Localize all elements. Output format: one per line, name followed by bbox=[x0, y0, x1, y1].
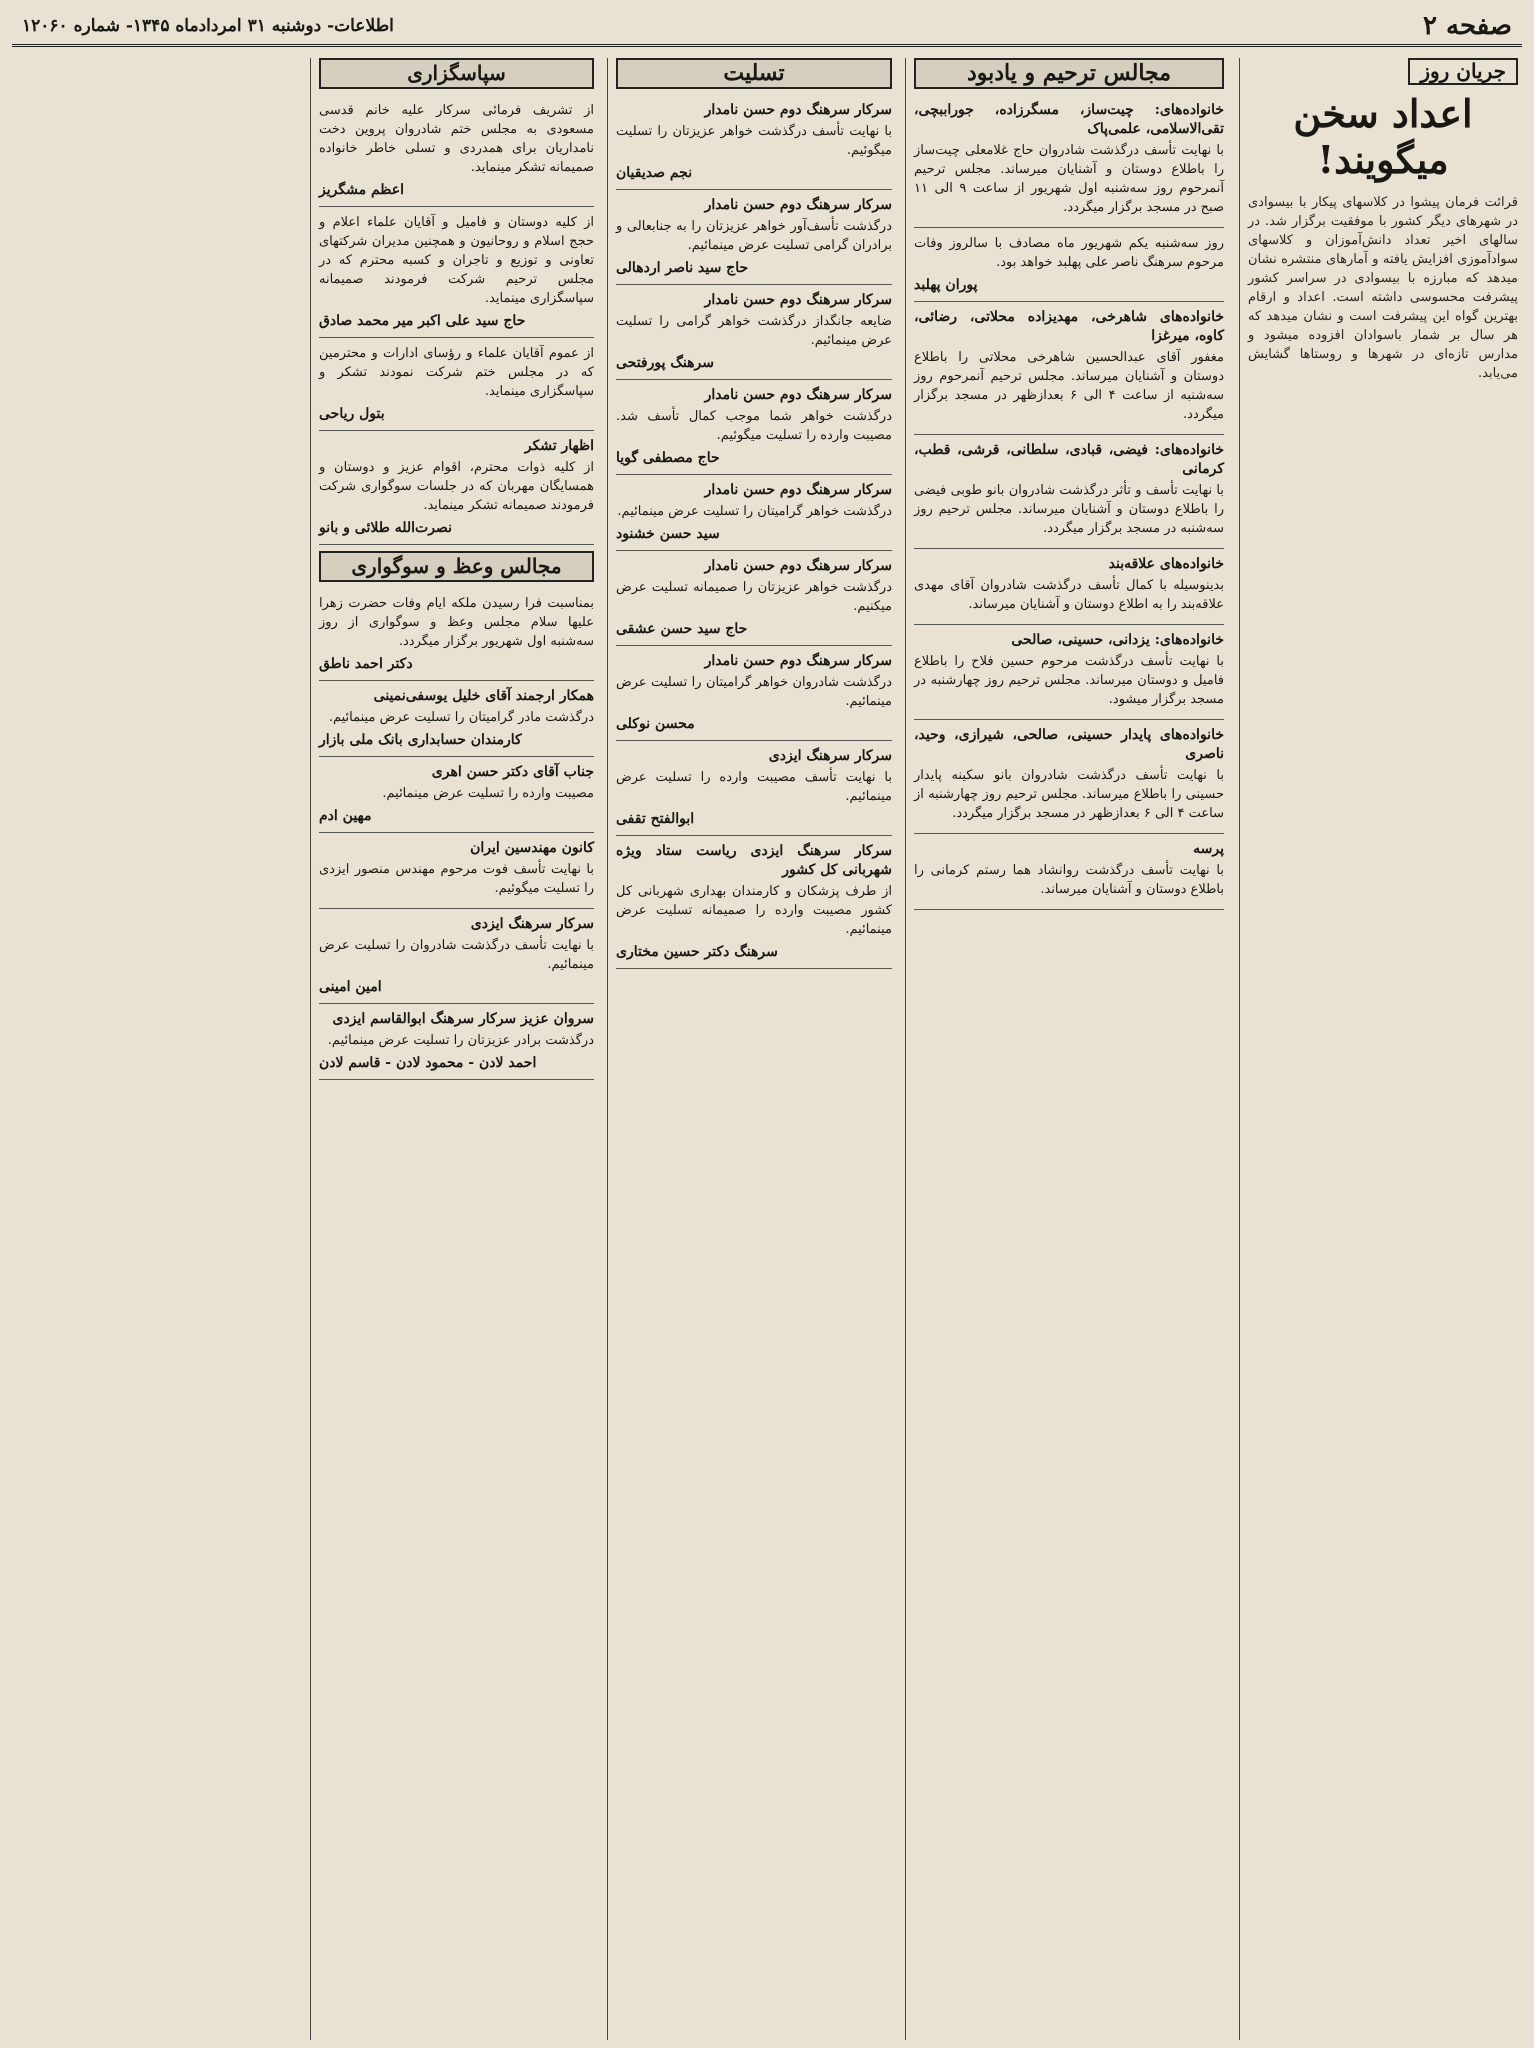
notice-signature: کارمندان حسابداری بانک ملی بازار bbox=[319, 732, 522, 748]
notice-title: پرسه bbox=[1193, 841, 1224, 857]
notice-entry bbox=[319, 431, 594, 545]
notice-entry bbox=[914, 625, 1224, 720]
notice-signature: حاج سید ناصر اردهالی bbox=[616, 260, 749, 276]
notice-entry bbox=[616, 475, 892, 551]
notice-text: درگذشت خواهر عزیزتان را صمیمانه تسلیت عرض میکنیم. bbox=[616, 580, 892, 614]
notice-signature: دکتر احمد ناطق bbox=[319, 656, 413, 672]
notice-title: خانواده‌های پایدار حسینی، صالحی، شیرازی، وحید، ناصری bbox=[914, 727, 1224, 762]
notice-entry bbox=[616, 380, 892, 475]
notice-text: مصیبت وارده را تسلیت عرض مینمائیم. bbox=[382, 786, 594, 801]
notice-entry bbox=[616, 95, 892, 190]
notice-text: از عموم آقایان علماء و رؤسای ادارات و محترمین که در مجلس ختم شرکت نمودند تشکر و سپاسگزاری مینماید. bbox=[319, 346, 594, 399]
notice-title: خانواده‌های شاهرخی، مهدیزاده محلاتی، رضائی، کاوه، میرغزا bbox=[914, 309, 1224, 344]
thanks-section-head: سپاسگزاری bbox=[319, 58, 594, 89]
kicker-label: جریان روز bbox=[1408, 58, 1518, 85]
notice-text: با نهایت تأسف درگذشت شادروان را تسلیت عرض مینمائیم. bbox=[319, 938, 594, 972]
notice-entry bbox=[319, 207, 594, 338]
notice-title: سرکار سرهنگ دوم حسن نامدار bbox=[704, 653, 892, 669]
masthead: اطلاعات- دوشنبه ۳۱ امردادماه ۱۳۴۵- شماره ۱۲۰۶۰ bbox=[22, 16, 394, 36]
page-number: صفحه ۲ bbox=[1423, 11, 1512, 41]
notice-title: سرکار سرهنگ دوم حسن نامدار bbox=[704, 292, 892, 308]
notice-text: از کلیه ذوات محترم، اقوام عزیز و دوستان و همسایگان مهربان که در جلسات سوگواری شرکت فرمودند صمیمانه تشکر مینماید. bbox=[319, 460, 594, 513]
notice-entry bbox=[616, 836, 892, 969]
newspaper-page bbox=[12, 8, 1522, 2040]
notice-text: از تشریف فرمائی سرکار علیه خانم قدسی مسعودی به مجلس ختم شادروان پروین دخت نامداریان برای همدردی و تسلی خاطر خانواده صمیمانه تشکر مینماید. bbox=[319, 103, 594, 175]
notice-entry bbox=[616, 551, 892, 646]
notice-signature: حاج سید حسن عشقی bbox=[616, 621, 748, 637]
notice-text: درگذشت مادر گرامیتان را تسلیت عرض مینمائیم. bbox=[328, 710, 594, 725]
notice-entry bbox=[319, 833, 594, 909]
notice-entry bbox=[914, 720, 1224, 834]
notice-text: درگذشت خواهر شما موجب کمال تأسف شد. مصیبت وارده را تسلیت میگوئیم. bbox=[616, 409, 892, 443]
notice-title: اظهار تشکر bbox=[524, 438, 594, 454]
notice-entry bbox=[616, 741, 892, 836]
condolence-section-head: تسلیت bbox=[616, 58, 892, 89]
notice-title: سرکار سرهنگ دوم حسن نامدار bbox=[704, 197, 892, 213]
notice-title: سرکار سرهنگ ایزدی bbox=[768, 748, 892, 764]
notice-entry bbox=[914, 95, 1224, 228]
notice-text: با نهایت تأسف درگذشت مرحوم حسین فلاح را باطلاع فامیل و دوستان میرساند. مجلس ترحیم روز چهارشنبه در مسجد برگزار میشود. bbox=[914, 654, 1224, 707]
notice-signature: امین امینی bbox=[319, 979, 382, 995]
thanks-list bbox=[319, 95, 594, 545]
notice-text: درگذشت تأسف‌آور خواهر عزیزتان را به جنابعالی و برادران گرامی تسلیت عرض مینمائیم. bbox=[616, 219, 892, 253]
notice-title: سرکار سرهنگ ایزدی bbox=[470, 916, 594, 932]
notice-entry bbox=[616, 285, 892, 380]
notice-signature: نصرت‌الله طلائی و بانو bbox=[319, 520, 452, 536]
notice-signature: محسن نوکلی bbox=[616, 716, 695, 732]
sermon-section-head: مجالس وعظ و سوگواری bbox=[319, 551, 594, 582]
notice-signature: مهین ادم bbox=[319, 808, 372, 824]
notice-text: بمناسبت فرا رسیدن ملکه ایام وفات حضرت زهرا علیها سلام مجلس وعظ و سوگواری از روز سه‌شنبه اول شهریور برگزار میگردد. bbox=[319, 596, 594, 649]
notice-entry bbox=[319, 338, 594, 431]
notice-entry bbox=[914, 228, 1224, 302]
notice-signature: اعظم مشگریز bbox=[319, 182, 404, 198]
notice-entry bbox=[319, 681, 594, 757]
memorial-list bbox=[914, 95, 1224, 910]
notice-text: با نهایت تأسف مصیبت وارده را تسلیت عرض مینمائیم. bbox=[616, 770, 892, 804]
notice-entry bbox=[319, 757, 594, 833]
notice-text: از کلیه دوستان و فامیل و آقایان علماء اعلام و حجج اسلام و روحانیون و همچنین مدیران شرکتهای تعاونی و توزیع و تاجران و کسبه محترم که در مجلس ترحیم شرکت فرمودند صمیمانه سپاسگزاری مینماید. bbox=[319, 215, 594, 306]
notice-signature: پوران پهلبد bbox=[914, 277, 978, 293]
notice-entry bbox=[914, 435, 1224, 549]
sermon-list bbox=[319, 588, 594, 1080]
notice-text: با نهایت تأسف درگذشت شادروان بانو سکینه پایدار حسینی را باطلاع میرساند. مجلس ترحیم روز چهارشنبه از ساعت ۴ الی ۶ بعدازظهر در مسجد برگزار میگردد. bbox=[914, 768, 1224, 821]
notice-signature: حاج مصطفی گویا bbox=[616, 450, 720, 466]
notice-text: ضایعه جانگداز درگذشت خواهر گرامی را تسلیت عرض مینمائیم. bbox=[616, 314, 892, 348]
notice-title: کانون مهندسین ایران bbox=[470, 840, 594, 856]
notice-text: با نهایت تأسف درگذشت روانشاد هما رستم کرمانی را باطلاع دوستان و آشنایان میرساند. bbox=[914, 863, 1224, 897]
notice-title: سرکار سرهنگ دوم حسن نامدار bbox=[704, 482, 892, 498]
notice-text: روز سه‌شنبه یکم شهریور ماه مصادف با سالروز وفات مرحوم سرهنگ ناصر علی پهلبد خواهد بود. bbox=[914, 236, 1224, 270]
notice-signature: نجم صدیقیان bbox=[616, 165, 693, 181]
notice-entry bbox=[319, 588, 594, 681]
notice-title: سروان عزیز سرکار سرهنگ ابوالقاسم ایزدی bbox=[332, 1011, 594, 1027]
notice-title: جناب آقای دکتر حسن اهری bbox=[431, 764, 594, 780]
notice-entry bbox=[616, 190, 892, 285]
notice-title: خانواده‌های علاقه‌بند bbox=[1108, 556, 1224, 572]
notice-text: با نهایت تأسف و تأثر درگذشت شادروان بانو طوبی فیضی را باطلاع دوستان و آشنایان میرساند. مجلس ترحیم روز سه‌شنبه در مسجد برگزار میگردد. bbox=[914, 483, 1224, 536]
editorial-column bbox=[1239, 58, 1522, 2040]
notice-signature: احمد لادن - محمود لادن - قاسم لادن bbox=[319, 1055, 537, 1071]
notice-text: بدینوسیله با کمال تأسف درگذشت شادروان آقای مهدی علاقه‌بند را به اطلاع دوستان و آشنایان میرساند. bbox=[914, 578, 1224, 612]
notice-text: از طرف پزشکان و کارمندان بهداری شهربانی کل کشور مصیبت وارده را صمیمانه تسلیت عرض مینمائیم. bbox=[616, 884, 892, 937]
notice-signature: بتول ریاحی bbox=[319, 406, 385, 422]
notice-entry bbox=[319, 909, 594, 1004]
notice-text: با نهایت تأسف درگذشت خواهر عزیزتان را تسلیت میگوئیم. bbox=[616, 124, 892, 158]
notice-signature: سرهنگ پورفتحی bbox=[616, 355, 714, 371]
editorial-body: قرائت فرمان پیشوا در کلاسهای پیکار با بیسوادی در شهرهای دیگر کشور با موفقیت برگزار شد. در سالهای اخیر تعداد دانش‌آموزان و کلاسهای سوادآموزی افزایش یافته و آمارهای منتشره نشان میدهد که مبارزه با بیسوادی در سراسر کشور پیشرفت محسوسی داشته است. اعداد و ارقام بهترین گواه این پیشرفت است و نشان میدهد که هر سال بر شمار باسوادان افزوده میشود و مدارس تازه‌ای در شهرها و روستاها گشایش می‌یابد. bbox=[1248, 195, 1518, 381]
notice-entry bbox=[914, 834, 1224, 910]
notice-signature: سید حسن خشنود bbox=[616, 526, 720, 542]
notice-text: درگذشت شادروان خواهر گرامیتان را تسلیت عرض مینمائیم. bbox=[616, 675, 892, 709]
notice-entry bbox=[319, 1004, 594, 1080]
headline: اعداد سخن میگویند! bbox=[1293, 91, 1473, 182]
notice-entry bbox=[914, 302, 1224, 435]
memorial-section-head: مجالس ترحیم و یادبود bbox=[914, 58, 1224, 89]
notice-text: درگذشت برادر عزیزتان را تسلیت عرض مینمائیم. bbox=[327, 1033, 594, 1048]
notice-title: سرکار سرهنگ دوم حسن نامدار bbox=[704, 387, 892, 403]
notice-text: درگذشت خواهر گرامیتان را تسلیت عرض مینمائیم. bbox=[617, 504, 892, 519]
notice-text: با نهایت تأسف درگذشت شادروان حاج غلامعلی چیت‌ساز را باطلاع دوستان و آشنایان میرساند. مجلس ترحیم آنمرحوم روز سه‌شنبه اول شهریور از ساعت ۹ الی ۱۱ صبح در مسجد برگزار میگردد. bbox=[914, 143, 1224, 215]
notice-signature: حاج سید علی اکبر میر محمد صادق bbox=[319, 313, 526, 329]
notice-signature: ابوالفتح تقفی bbox=[616, 811, 695, 827]
notice-title: خانواده‌های: چیت‌ساز، مسگرزاده، جوراببچی، تقی‌الاسلامی، علمی‌پاک bbox=[914, 102, 1224, 137]
notice-text: با نهایت تأسف فوت مرحوم مهندس منصور ایزدی را تسلیت میگوئیم. bbox=[319, 862, 594, 896]
notice-title: سرکار سرهنگ دوم حسن نامدار bbox=[704, 102, 892, 118]
memorial-column bbox=[905, 58, 1232, 2040]
notice-title: همکار ارجمند آقای خلیل یوسفی‌نمینی bbox=[373, 688, 594, 704]
condolence-list bbox=[616, 95, 892, 969]
notice-title: خانواده‌های: فیضی، قبادی، سلطانی، قرشی، قطب، کرمانی bbox=[914, 442, 1224, 477]
notice-title: خانواده‌های: یزدانی، حسینی، صالحی bbox=[1011, 632, 1224, 648]
notice-signature: سرهنگ دکتر حسین مختاری bbox=[616, 944, 778, 960]
notice-entry bbox=[319, 95, 594, 207]
notice-entry bbox=[616, 646, 892, 741]
condolence-column bbox=[607, 58, 900, 2040]
thanks-column bbox=[310, 58, 602, 2040]
notice-text: مغفور آقای عبدالحسین شاهرخی محلاتی را باطلاع دوستان و آشنایان میرساند. مجلس ترحیم آنمرحوم روز سه‌شنبه از ساعت ۴ الی ۶ بعدازظهر در مسجد برگزار میگردد. bbox=[914, 350, 1224, 422]
notice-title: سرکار سرهنگ ایزدی ریاست ستاد ویژه شهربانی کل کشور bbox=[616, 843, 892, 878]
notice-entry bbox=[914, 549, 1224, 625]
notice-title: سرکار سرهنگ دوم حسن نامدار bbox=[704, 558, 892, 574]
page-header bbox=[12, 8, 1522, 47]
